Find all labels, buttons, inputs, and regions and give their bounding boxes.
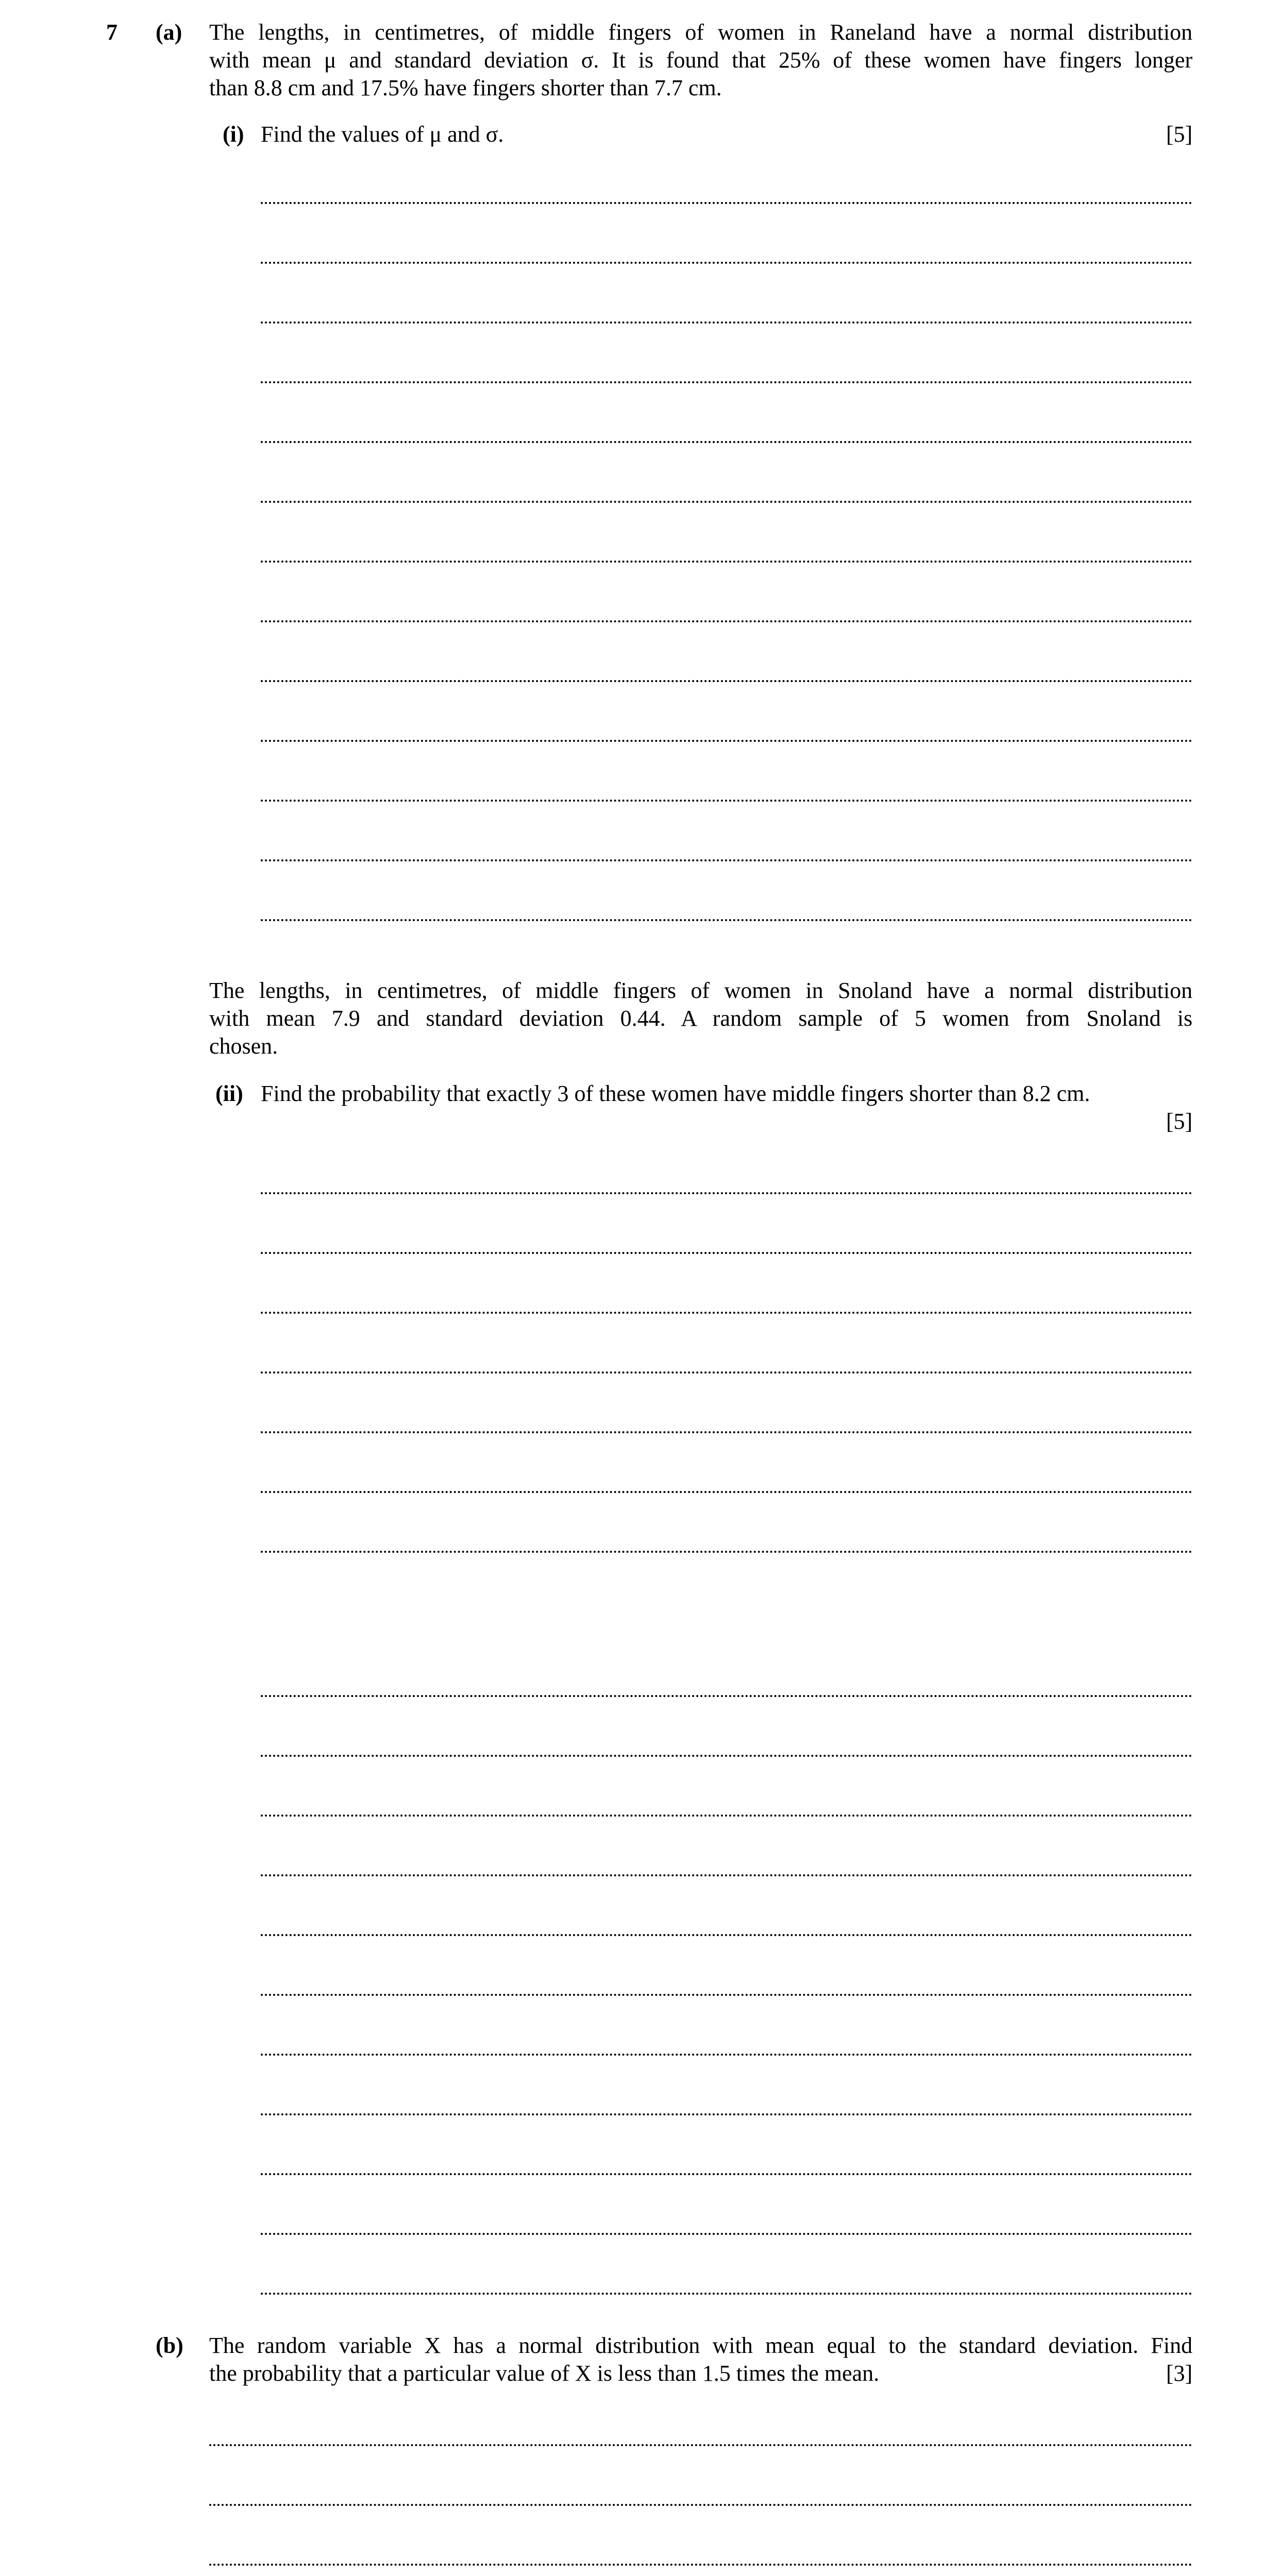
- answer-line[interactable]: [261, 1192, 1192, 1194]
- part-i-text: Find the values of μ and σ.: [261, 122, 504, 147]
- answer-line[interactable]: [261, 1371, 1192, 1374]
- answer-line[interactable]: [261, 1491, 1192, 1493]
- answer-line[interactable]: [261, 321, 1192, 324]
- part-i-marks: [5]: [1166, 122, 1192, 147]
- answer-line[interactable]: [261, 381, 1192, 383]
- answer-line[interactable]: [261, 2173, 1192, 2175]
- answer-line[interactable]: [209, 2564, 1192, 2566]
- answer-line[interactable]: [261, 441, 1192, 443]
- part-a-stem-line-2: with mean μ and standard deviation σ. It is found that 25% of these women have fingers longer: [209, 47, 1192, 73]
- answer-line[interactable]: [261, 740, 1192, 742]
- answer-line[interactable]: [261, 1312, 1192, 1314]
- answer-line[interactable]: [261, 800, 1192, 802]
- part-a-label: (a): [156, 20, 182, 45]
- answer-line[interactable]: [261, 1934, 1192, 1936]
- answer-line[interactable]: [261, 919, 1192, 921]
- answer-line[interactable]: [261, 202, 1192, 204]
- part-a-stem-line-1: The lengths, in centimetres, of middle fingers of women in Raneland have a normal distribution: [209, 20, 1192, 45]
- answer-line[interactable]: [261, 2293, 1192, 2295]
- answer-line[interactable]: [261, 620, 1192, 622]
- answer-line[interactable]: [261, 2054, 1192, 2056]
- answer-line[interactable]: [261, 501, 1192, 503]
- answer-line[interactable]: [209, 2444, 1192, 2446]
- part-i-label: (i): [223, 122, 244, 147]
- part-a-info-line-3: chosen.: [209, 1033, 278, 1059]
- answer-line[interactable]: [261, 2113, 1192, 2115]
- part-ii-marks: [5]: [1166, 1109, 1192, 1134]
- answer-line[interactable]: [261, 1695, 1192, 1697]
- part-b-text-line-1: The random variable X has a normal distribution with mean equal to the standard deviation. Find: [209, 2333, 1192, 2358]
- part-b-label: (b): [156, 2333, 183, 2358]
- answer-line[interactable]: [261, 1431, 1192, 1433]
- answer-line[interactable]: [261, 1551, 1192, 1553]
- answer-line[interactable]: [261, 1815, 1192, 1817]
- answer-line[interactable]: [209, 2504, 1192, 2506]
- answer-line[interactable]: [261, 2233, 1192, 2235]
- answer-line[interactable]: [261, 1874, 1192, 1876]
- part-b-text-line-2: the probability that a particular value of X is less than 1.5 times the mean.: [209, 2361, 880, 2386]
- part-a-info-line-2: with mean 7.9 and standard deviation 0.44. A random sample of 5 women from Snoland is: [209, 1006, 1192, 1031]
- question-number: 7: [106, 20, 117, 45]
- part-b-marks: [3]: [1166, 2361, 1192, 2386]
- answer-line[interactable]: [261, 1252, 1192, 1254]
- answer-line[interactable]: [261, 680, 1192, 682]
- part-a-info-line-1: The lengths, in centimetres, of middle fingers of women in Snoland have a normal distribution: [209, 978, 1192, 1003]
- part-a-stem-line-3: than 8.8 cm and 17.5% have fingers shorter than 7.7 cm.: [209, 75, 722, 100]
- answer-line[interactable]: [261, 561, 1192, 563]
- part-ii-label: (ii): [215, 1081, 243, 1106]
- answer-line[interactable]: [261, 1994, 1192, 1996]
- answer-line[interactable]: [261, 1755, 1192, 1757]
- answer-line[interactable]: [261, 262, 1192, 264]
- part-ii-text: Find the probability that exactly 3 of these women have middle fingers shorter than 8.2 cm.: [261, 1081, 1090, 1106]
- answer-line[interactable]: [261, 859, 1192, 861]
